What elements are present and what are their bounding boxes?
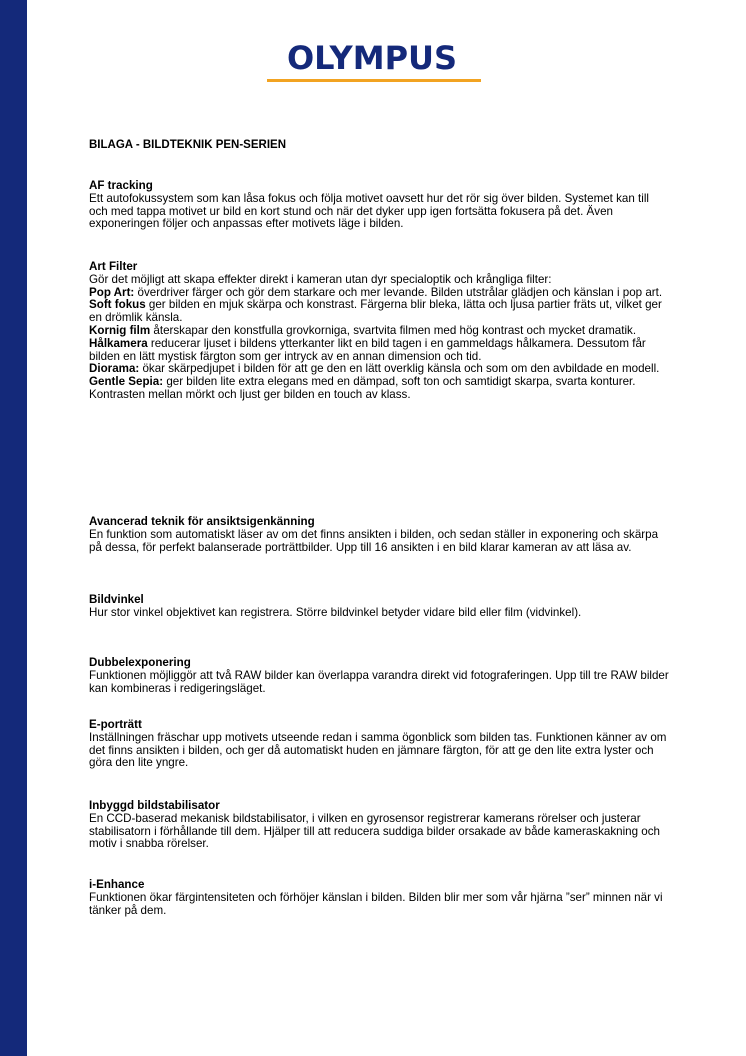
filter-name: Hålkamera [89, 336, 148, 350]
filter-text: återskapar den konstfulla grovkorniga, svartvita filmen med hög kontrast och mycket dramatik. [150, 323, 637, 337]
side-bar [0, 0, 27, 1056]
section-bildstabilisator [89, 800, 669, 851]
logo-underline [267, 79, 481, 82]
section-af-tracking [89, 180, 669, 231]
section-i-enhance [89, 879, 669, 917]
section-body: Ett autofokussystem som kan låsa fokus och följa motivet oavsett hur det rör sig över bilden. Systemet kan till och med tappa motivet ur bild en kort stund och när det dyker upp igen fortsätta fokusera på det. Även exponeringen följer och anpassas efter motivets läge i bilden. [89, 191, 649, 231]
filter-soft-fokus [89, 299, 669, 325]
filter-name: Soft fokus [89, 298, 146, 312]
filter-name: Gentle Sepia: [89, 375, 164, 389]
section-heading: E-porträtt [89, 718, 142, 731]
section-body: Hur stor vinkel objektivet kan registrera. Större bildvinkel betyder vidare bild eller film (vidvinkel). [89, 605, 582, 619]
section-body: En funktion som automatiskt läser av om det finns ansikten i bilden, och sedan ställer in exponering och skärpa på dessa, för perfekt balanserade porträttbilder. Upp till 16 ansikten i en bild klarar kameran av att läsa av. [89, 527, 659, 554]
section-heading: AF tracking [89, 179, 153, 192]
filter-text: ökar skärpedjupet i bilden för att ge den en lätt overklig känsla och som om den avbildade en modell. [139, 362, 660, 376]
filter-text: ger bilden lite extra elegans med en dämpad, soft ton och samtidigt skarpa, svarta konturer. Kontrasten mellan mörkt och ljust ger bilden en touch av klass. [89, 375, 636, 401]
section-heading: Inbyggd bildstabilisator [89, 799, 220, 812]
section-heading: Dubbelexponering [89, 656, 191, 669]
section-dubbelexponering [89, 657, 669, 695]
section-e-portratt [89, 719, 669, 770]
section-face-detection [89, 516, 669, 554]
filter-halkamera [89, 338, 669, 364]
filter-text: ger bilden en mjuk skärpa och konstrast. Färgerna blir bleka, lätta och ljusa partier fräts ut, vilket ger en drömlik känsla. [89, 298, 662, 325]
section-body: Inställningen fräschar upp motivets utseende redan i samma ögonblick som bilden tas. Funktionen känner av om det finns ansikten i bilden, och ger då automatiskt huden en jämnare färgton, för att ge den lite extra lyster och göra den lite yngre. [89, 730, 667, 770]
section-heading: Avancerad teknik för ansiktsigenkänning [89, 515, 315, 528]
filter-name: Kornig film [89, 323, 151, 337]
filter-name: Diorama: [89, 362, 140, 376]
section-body: Funktionen möjliggör att två RAW bilder kan överlappa varandra direkt vid fotograferingen. Upp till tre RAW bilder kan kombineras i redigeringsläget. [89, 668, 669, 695]
section-heading: Bildvinkel [89, 593, 144, 606]
section-heading: i-Enhance [89, 878, 145, 891]
filter-text: reducerar ljuset i bildens ytterkanter likt en bild tagen i en gammeldags hålkamera. Dessutom får bilden en lätt mystisk färgton som ger intryck av en annan dimension och tid. [89, 336, 646, 363]
section-intro: Gör det möjligt att skapa effekter direkt i kameran utan dyr specialoptik och krångliga filter: [89, 272, 552, 286]
section-art-filter [89, 261, 669, 402]
filter-gentle-sepia [89, 376, 669, 402]
filter-name: Pop Art: [89, 285, 135, 299]
section-bildvinkel [89, 594, 669, 620]
filter-text: överdriver färger och gör dem starkare och mer levande. Bilden utstrålar glädjen och känslan i pop art. [134, 285, 663, 299]
section-body: En CCD-baserad mekanisk bildstabilisator, i vilken en gyrosensor registrerar kamerans rörelser och justerar stabilisatorn i förhållande till dem. Hjälper till att reducera suddiga bilder orsakade av både kameraskakning och motiv i snabba rörelser. [89, 811, 660, 851]
section-body: Funktionen ökar färgintensiteten och förhöjer känslan i bilden. Bilden blir mer som vår hjärna ”ser” minnen när vi tänker på dem. [89, 890, 663, 917]
document-title: BILAGA - BILDTEKNIK PEN-SERIEN [89, 139, 286, 151]
olympus-logo [262, 40, 482, 86]
logo-text: OLYMPUS [286, 39, 458, 77]
section-heading: Art Filter [89, 260, 138, 273]
